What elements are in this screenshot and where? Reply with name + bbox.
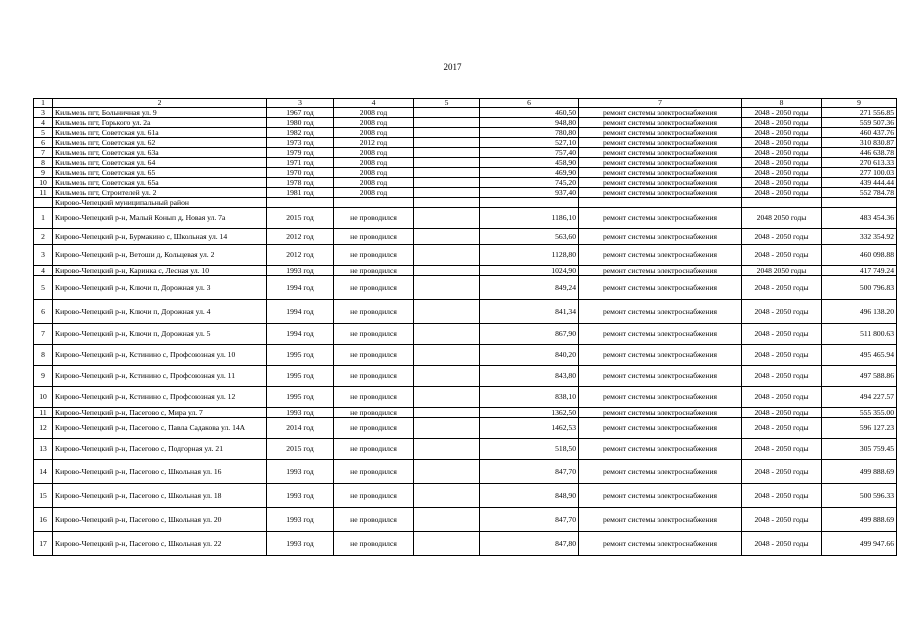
work-type-cell: ремонт системы электроснабжения <box>579 276 742 300</box>
area-cell: 843,80 <box>480 366 579 387</box>
table-row <box>34 387 897 408</box>
address-cell: Кирово-Чепецкий р-н, Пасегово с, Мира ул. 7 <box>53 408 267 418</box>
column-5-cell <box>414 148 480 158</box>
area-cell: 847,70 <box>480 460 579 484</box>
section-empty-cell <box>334 198 414 208</box>
column-5-cell <box>414 208 480 229</box>
last-repair-cell: 2008 год <box>334 188 414 198</box>
address-cell: Кильмезь пгт, Больничная ул. 9 <box>53 108 267 118</box>
work-type-cell: ремонт системы электроснабжения <box>579 229 742 245</box>
year-built-cell: 1980 год <box>267 118 334 128</box>
last-repair-cell: не проводился <box>334 508 414 532</box>
address-cell: Кильмезь пгт, Советская ул. 62 <box>53 138 267 148</box>
table-row <box>34 439 897 460</box>
address-cell: Кильмезь пгт, Советская ул. 65 <box>53 168 267 178</box>
address-cell: Кильмезь пгт, Советская ул. 61а <box>53 128 267 138</box>
work-type-cell: ремонт системы электроснабжения <box>579 188 742 198</box>
last-repair-cell: 2008 год <box>334 128 414 138</box>
column-number-cell: 3 <box>267 99 334 108</box>
cost-cell: 310 830.87 <box>822 138 897 148</box>
address-cell: Кильмезь пгт, Советская ул. 64 <box>53 158 267 168</box>
column-number-row <box>34 99 897 108</box>
last-repair-cell: 2008 год <box>334 168 414 178</box>
column-5-cell <box>414 229 480 245</box>
table-row <box>34 245 897 266</box>
work-type-cell: ремонт системы электроснабжения <box>579 408 742 418</box>
column-5-cell <box>414 532 480 556</box>
last-repair-cell: не проводился <box>334 345 414 366</box>
period-cell: 2048 - 2050 годы <box>742 148 822 158</box>
work-type-cell: ремонт системы электроснабжения <box>579 138 742 148</box>
column-5-cell <box>414 460 480 484</box>
cost-cell: 499 888.69 <box>822 460 897 484</box>
table-row <box>34 418 897 439</box>
address-cell: Кирово-Чепецкий р-н, Ветоши д, Кольцевая ул. 2 <box>53 245 267 266</box>
last-repair-cell: не проводился <box>334 276 414 300</box>
row-number-cell: 8 <box>34 158 53 168</box>
work-type-cell: ремонт системы электроснабжения <box>579 387 742 408</box>
address-cell: Кирово-Чепецкий р-н, Ключи п, Дорожная ул. 3 <box>53 276 267 300</box>
last-repair-cell: 2008 год <box>334 148 414 158</box>
address-cell: Кильмезь пгт, Советская ул. 63а <box>53 148 267 158</box>
column-5-cell <box>414 158 480 168</box>
row-number-cell: 9 <box>34 366 53 387</box>
column-number-cell: 6 <box>480 99 579 108</box>
work-type-cell: ремонт системы электроснабжения <box>579 366 742 387</box>
last-repair-cell: 2008 год <box>334 108 414 118</box>
table-row <box>34 158 897 168</box>
table-row <box>34 276 897 300</box>
period-cell: 2048 2050 годы <box>742 266 822 276</box>
column-5-cell <box>414 508 480 532</box>
cost-cell: 332 354.92 <box>822 229 897 245</box>
section-empty-cell <box>742 198 822 208</box>
year-built-cell: 1982 год <box>267 128 334 138</box>
last-repair-cell: не проводился <box>334 366 414 387</box>
last-repair-cell: не проводился <box>334 266 414 276</box>
address-cell: Кирово-Чепецкий р-н, Малый Конып д, Новая ул. 7а <box>53 208 267 229</box>
address-cell: Кирово-Чепецкий р-н, Кстинино с, Профсоюзная ул. 12 <box>53 387 267 408</box>
row-number-cell: 5 <box>34 128 53 138</box>
cost-cell: 497 588.86 <box>822 366 897 387</box>
work-type-cell: ремонт системы электроснабжения <box>579 266 742 276</box>
period-cell: 2048 - 2050 годы <box>742 118 822 128</box>
cost-cell: 499 888.69 <box>822 508 897 532</box>
period-cell: 2048 - 2050 годы <box>742 158 822 168</box>
table-row <box>34 460 897 484</box>
address-cell: Кирово-Чепецкий р-н, Пасегово с, Школьная ул. 18 <box>53 484 267 508</box>
last-repair-cell: 2008 год <box>334 118 414 128</box>
column-5-cell <box>414 188 480 198</box>
year-built-cell: 1993 год <box>267 266 334 276</box>
year-built-cell: 1993 год <box>267 484 334 508</box>
row-number-cell: 6 <box>34 138 53 148</box>
column-5-cell <box>414 387 480 408</box>
table-row <box>34 345 897 366</box>
cost-cell: 460 437.76 <box>822 128 897 138</box>
column-number-cell: 8 <box>742 99 822 108</box>
column-5-cell <box>414 439 480 460</box>
year-built-cell: 1978 год <box>267 178 334 188</box>
last-repair-cell: не проводился <box>334 245 414 266</box>
column-number-cell: 2 <box>53 99 267 108</box>
area-cell: 518,50 <box>480 439 579 460</box>
cost-cell: 596 127.23 <box>822 418 897 439</box>
year-built-cell: 2012 год <box>267 229 334 245</box>
work-type-cell: ремонт системы электроснабжения <box>579 300 742 324</box>
cost-cell: 495 465.94 <box>822 345 897 366</box>
work-type-cell: ремонт системы электроснабжения <box>579 532 742 556</box>
work-type-cell: ремонт системы электроснабжения <box>579 108 742 118</box>
year-built-cell: 1995 год <box>267 366 334 387</box>
page-header-year: 2017 <box>443 62 462 72</box>
address-cell: Кирово-Чепецкий р-н, Пасегово с, Школьная ул. 22 <box>53 532 267 556</box>
area-cell: 867,90 <box>480 324 579 345</box>
year-built-cell: 2012 год <box>267 245 334 266</box>
section-empty-cell <box>579 198 742 208</box>
cost-cell: 483 454.36 <box>822 208 897 229</box>
column-5-cell <box>414 118 480 128</box>
row-number-cell: 10 <box>34 178 53 188</box>
last-repair-cell: не проводился <box>334 229 414 245</box>
address-cell: Кильмезь пгт, Горького ул. 2а <box>53 118 267 128</box>
cost-cell: 496 138.20 <box>822 300 897 324</box>
cost-cell: 511 800.63 <box>822 324 897 345</box>
last-repair-cell: не проводился <box>334 300 414 324</box>
work-type-cell: ремонт системы электроснабжения <box>579 118 742 128</box>
register-table-body <box>34 99 897 556</box>
period-cell: 2048 - 2050 годы <box>742 168 822 178</box>
row-number-cell: 4 <box>34 118 53 128</box>
area-cell: 469,90 <box>480 168 579 178</box>
area-cell: 838,10 <box>480 387 579 408</box>
column-5-cell <box>414 128 480 138</box>
period-cell: 2048 - 2050 годы <box>742 532 822 556</box>
area-cell: 458,90 <box>480 158 579 168</box>
last-repair-cell: не проводился <box>334 484 414 508</box>
row-number-cell: 7 <box>34 148 53 158</box>
work-type-cell: ремонт системы электроснабжения <box>579 128 742 138</box>
year-built-cell: 1993 год <box>267 532 334 556</box>
row-number-cell: 9 <box>34 168 53 178</box>
area-cell: 757,40 <box>480 148 579 158</box>
cost-cell: 559 507.36 <box>822 118 897 128</box>
table-row <box>34 138 897 148</box>
column-number-cell: 1 <box>34 99 53 108</box>
cost-cell: 305 759.45 <box>822 439 897 460</box>
work-type-cell: ремонт системы электроснабжения <box>579 508 742 532</box>
area-cell: 780,80 <box>480 128 579 138</box>
address-cell: Кирово-Чепецкий р-н, Пасегово с, Школьная ул. 20 <box>53 508 267 532</box>
address-cell: Кирово-Чепецкий р-н, Кстинино с, Профсоюзная ул. 10 <box>53 345 267 366</box>
row-number-cell: 17 <box>34 532 53 556</box>
row-number-cell: 16 <box>34 508 53 532</box>
area-cell: 937,40 <box>480 188 579 198</box>
work-type-cell: ремонт системы электроснабжения <box>579 484 742 508</box>
table-row <box>34 128 897 138</box>
last-repair-cell: не проводился <box>334 324 414 345</box>
year-built-cell: 1995 год <box>267 387 334 408</box>
section-empty-cell <box>414 198 480 208</box>
address-cell: Кирово-Чепецкий р-н, Каринка с, Лесная ул. 10 <box>53 266 267 276</box>
period-cell: 2048 - 2050 годы <box>742 108 822 118</box>
year-built-cell: 1973 год <box>267 138 334 148</box>
column-5-cell <box>414 168 480 178</box>
row-number-cell: 14 <box>34 460 53 484</box>
row-number-cell: 13 <box>34 439 53 460</box>
area-cell: 848,90 <box>480 484 579 508</box>
table-row <box>34 168 897 178</box>
column-5-cell <box>414 276 480 300</box>
area-cell: 840,20 <box>480 345 579 366</box>
table-row <box>34 508 897 532</box>
column-number-cell: 4 <box>334 99 414 108</box>
work-type-cell: ремонт системы электроснабжения <box>579 208 742 229</box>
cost-cell: 446 638.78 <box>822 148 897 158</box>
row-number-cell: 2 <box>34 229 53 245</box>
period-cell: 2048 - 2050 годы <box>742 460 822 484</box>
period-cell: 2048 - 2050 годы <box>742 508 822 532</box>
row-number-cell: 8 <box>34 345 53 366</box>
column-5-cell <box>414 266 480 276</box>
register-table <box>33 98 897 556</box>
row-number-cell: 3 <box>34 108 53 118</box>
row-number-cell: 11 <box>34 188 53 198</box>
work-type-cell: ремонт системы электроснабжения <box>579 178 742 188</box>
year-built-cell: 2014 год <box>267 418 334 439</box>
address-cell: Кирово-Чепецкий р-н, Кстинино с, Профсоюзная ул. 11 <box>53 366 267 387</box>
period-cell: 2048 - 2050 годы <box>742 366 822 387</box>
cost-cell: 500 596.33 <box>822 484 897 508</box>
period-cell: 2048 - 2050 годы <box>742 418 822 439</box>
table-row <box>34 108 897 118</box>
period-cell: 2048 - 2050 годы <box>742 276 822 300</box>
column-5-cell <box>414 178 480 188</box>
table-row <box>34 178 897 188</box>
cost-cell: 271 556.85 <box>822 108 897 118</box>
last-repair-cell: не проводился <box>334 408 414 418</box>
area-cell: 1462,53 <box>480 418 579 439</box>
year-built-cell: 1993 год <box>267 460 334 484</box>
row-number-cell: 6 <box>34 300 53 324</box>
area-cell: 745,20 <box>480 178 579 188</box>
column-5-cell <box>414 324 480 345</box>
last-repair-cell: не проводился <box>334 208 414 229</box>
column-number-cell: 9 <box>822 99 897 108</box>
address-cell: Кирово-Чепецкий р-н, Пасегово с, Подгорная ул. 21 <box>53 439 267 460</box>
address-cell: Кирово-Чепецкий р-н, Ключи п, Дорожная ул. 5 <box>53 324 267 345</box>
column-5-cell <box>414 300 480 324</box>
area-cell: 847,70 <box>480 508 579 532</box>
column-5-cell <box>414 366 480 387</box>
cost-cell: 494 227.57 <box>822 387 897 408</box>
table-row <box>34 324 897 345</box>
period-cell: 2048 - 2050 годы <box>742 128 822 138</box>
column-5-cell <box>414 138 480 148</box>
period-cell: 2048 - 2050 годы <box>742 439 822 460</box>
section-row <box>34 198 897 208</box>
row-number-cell: 4 <box>34 266 53 276</box>
section-empty-cell <box>480 198 579 208</box>
row-number-cell: 12 <box>34 418 53 439</box>
year-built-cell: 1994 год <box>267 324 334 345</box>
table-row <box>34 188 897 198</box>
cost-cell: 417 749.24 <box>822 266 897 276</box>
address-cell: Кирово-Чепецкий р-н, Ключи п, Дорожная ул. 4 <box>53 300 267 324</box>
row-number-cell: 5 <box>34 276 53 300</box>
last-repair-cell: 2012 год <box>334 138 414 148</box>
period-cell: 2048 - 2050 годы <box>742 188 822 198</box>
period-cell: 2048 - 2050 годы <box>742 387 822 408</box>
table-row <box>34 366 897 387</box>
work-type-cell: ремонт системы электроснабжения <box>579 324 742 345</box>
address-cell: Кильмезь пгт, Советская ул. 65а <box>53 178 267 188</box>
address-cell: Кирово-Чепецкий р-н, Пасегово с, Школьная ул. 16 <box>53 460 267 484</box>
area-cell: 948,80 <box>480 118 579 128</box>
section-empty-cell <box>822 198 897 208</box>
area-cell: 1362,50 <box>480 408 579 418</box>
last-repair-cell: не проводился <box>334 532 414 556</box>
column-5-cell <box>414 418 480 439</box>
period-cell: 2048 - 2050 годы <box>742 229 822 245</box>
year-built-cell: 1981 год <box>267 188 334 198</box>
year-built-cell: 1994 год <box>267 276 334 300</box>
row-number-cell: 15 <box>34 484 53 508</box>
last-repair-cell: не проводился <box>334 460 414 484</box>
cost-cell: 500 796.83 <box>822 276 897 300</box>
column-5-cell <box>414 345 480 366</box>
table-row <box>34 408 897 418</box>
table-row <box>34 484 897 508</box>
cost-cell: 270 613.33 <box>822 158 897 168</box>
period-cell: 2048 - 2050 годы <box>742 484 822 508</box>
column-5-cell <box>414 245 480 266</box>
cost-cell: 439 444.44 <box>822 178 897 188</box>
area-cell: 849,24 <box>480 276 579 300</box>
period-cell: 2048 - 2050 годы <box>742 300 822 324</box>
work-type-cell: ремонт системы электроснабжения <box>579 345 742 366</box>
table-row <box>34 208 897 229</box>
row-number-cell: 10 <box>34 387 53 408</box>
work-type-cell: ремонт системы электроснабжения <box>579 158 742 168</box>
address-cell: Кильмезь пгт, Строителей ул. 2 <box>53 188 267 198</box>
last-repair-cell: не проводился <box>334 418 414 439</box>
section-empty-cell <box>267 198 334 208</box>
last-repair-cell: не проводился <box>334 439 414 460</box>
period-cell: 2048 2050 годы <box>742 208 822 229</box>
column-number-cell: 7 <box>579 99 742 108</box>
area-cell: 841,34 <box>480 300 579 324</box>
year-built-cell: 1993 год <box>267 508 334 532</box>
year-built-cell: 1970 год <box>267 168 334 178</box>
last-repair-cell: 2008 год <box>334 178 414 188</box>
column-5-cell <box>414 484 480 508</box>
year-built-cell: 1979 год <box>267 148 334 158</box>
work-type-cell: ремонт системы электроснабжения <box>579 460 742 484</box>
row-number-cell: 3 <box>34 245 53 266</box>
year-built-cell: 1995 год <box>267 345 334 366</box>
table-row <box>34 148 897 158</box>
column-number-cell: 5 <box>414 99 480 108</box>
cost-cell: 460 098.88 <box>822 245 897 266</box>
table-row <box>34 266 897 276</box>
work-type-cell: ремонт системы электроснабжения <box>579 245 742 266</box>
last-repair-cell: 2008 год <box>334 158 414 168</box>
table-row <box>34 118 897 128</box>
year-built-cell: 1971 год <box>267 158 334 168</box>
row-number-cell: 11 <box>34 408 53 418</box>
period-cell: 2048 - 2050 годы <box>742 345 822 366</box>
section-number-cell <box>34 198 53 208</box>
area-cell: 1186,10 <box>480 208 579 229</box>
cost-cell: 277 100.03 <box>822 168 897 178</box>
last-repair-cell: не проводился <box>334 387 414 408</box>
column-5-cell <box>414 408 480 418</box>
area-cell: 460,50 <box>480 108 579 118</box>
period-cell: 2048 - 2050 годы <box>742 324 822 345</box>
year-built-cell: 1994 год <box>267 300 334 324</box>
work-type-cell: ремонт системы электроснабжения <box>579 418 742 439</box>
cost-cell: 552 784.78 <box>822 188 897 198</box>
cost-cell: 499 947.66 <box>822 532 897 556</box>
table-row <box>34 532 897 556</box>
column-5-cell <box>414 108 480 118</box>
area-cell: 527,10 <box>480 138 579 148</box>
address-cell: Кирово-Чепецкий р-н, Бурмакино с, Школьная ул. 14 <box>53 229 267 245</box>
work-type-cell: ремонт системы электроснабжения <box>579 439 742 460</box>
table-row <box>34 300 897 324</box>
period-cell: 2048 - 2050 годы <box>742 178 822 188</box>
year-built-cell: 2015 год <box>267 208 334 229</box>
table-row <box>34 229 897 245</box>
cost-cell: 555 355.00 <box>822 408 897 418</box>
area-cell: 847,80 <box>480 532 579 556</box>
section-title-cell: Кирово-Чепецкий муниципальный район <box>53 198 267 208</box>
year-built-cell: 1993 год <box>267 408 334 418</box>
period-cell: 2048 - 2050 годы <box>742 138 822 148</box>
work-type-cell: ремонт системы электроснабжения <box>579 148 742 158</box>
area-cell: 1128,80 <box>480 245 579 266</box>
address-cell: Кирово-Чепецкий р-н, Пасегово с, Павла Садакова ул. 14А <box>53 418 267 439</box>
year-built-cell: 2015 год <box>267 439 334 460</box>
area-cell: 563,60 <box>480 229 579 245</box>
year-built-cell: 1967 год <box>267 108 334 118</box>
work-type-cell: ремонт системы электроснабжения <box>579 168 742 178</box>
row-number-cell: 7 <box>34 324 53 345</box>
area-cell: 1024,90 <box>480 266 579 276</box>
period-cell: 2048 - 2050 годы <box>742 245 822 266</box>
row-number-cell: 1 <box>34 208 53 229</box>
period-cell: 2048 - 2050 годы <box>742 408 822 418</box>
